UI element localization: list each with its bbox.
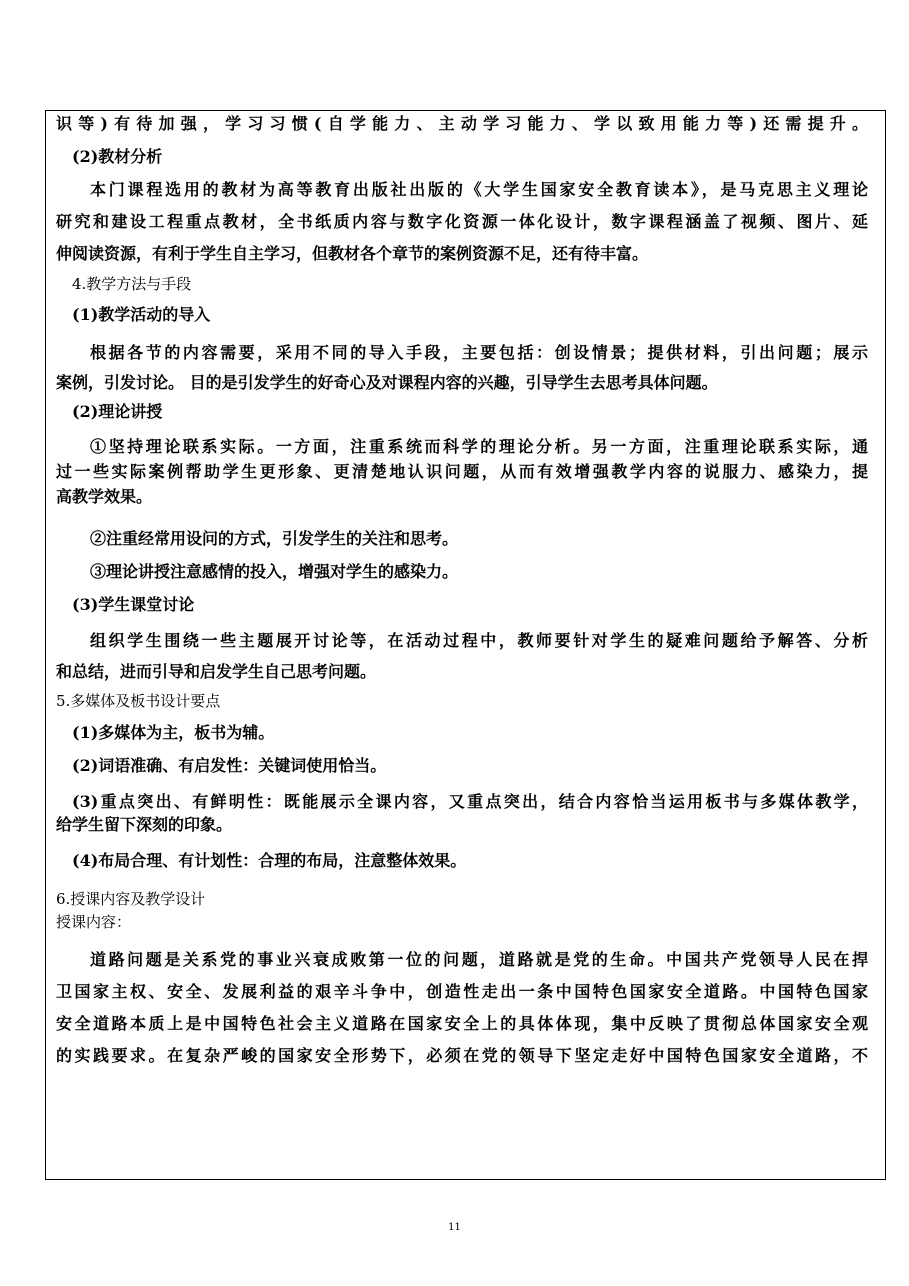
text-line: ①坚持理论联系实际。一方面，注重系统而科学的理论分析。另一方面，注重理论联系实际，通 bbox=[90, 437, 868, 456]
section-heading: (3)学生课堂讨论 bbox=[72, 595, 195, 614]
section-heading: (1)教学活动的导入 bbox=[72, 305, 211, 324]
text-line: 根据各节的内容需要，采用不同的导入手段，主要包括：创设情景；提供材料，引出问题；展示 bbox=[90, 343, 868, 362]
text-line: ②注重经常用设问的方式，引发学生的关注和思考。 bbox=[90, 529, 459, 548]
section-heading: 4.教学方法与手段 bbox=[72, 275, 192, 293]
section-heading: 5.多媒体及板书设计要点 bbox=[56, 692, 221, 710]
text-line: (3)重点突出、有鲜明性：既能展示全课内容，又重点突出，结合内容恰当运用板书与多媒体教学， bbox=[72, 792, 868, 811]
text-line: 安全道路本质上是中国特色社会主义道路在国家安全上的具体体现，集中反映了贯彻总体国家安全观 bbox=[56, 1014, 868, 1033]
text-line: 伸阅读资源，有利于学生自主学习，但教材各个章节的案例资源不足，还有待丰富。 bbox=[56, 244, 649, 263]
text-line: 案例，引发讨论。 目的是引发学生的好奇心及对课程内容的兴趣，引导学生去思考具体问题。 bbox=[56, 373, 718, 392]
text-line: 卫国家主权、安全、发展利益的艰辛斗争中，创造性走出一条中国特色国家安全道路。中国特色国家 bbox=[56, 982, 868, 1001]
text-line: ③理论讲授注意感情的投入，增强对学生的感染力。 bbox=[90, 562, 459, 581]
text-line: 的实践要求。在复杂严峻的国家安全形势下，必须在党的领导下坚定走好中国特色国家安全道路，不 bbox=[56, 1046, 868, 1065]
text-line: 道路问题是关系党的事业兴衰成败第一位的问题，道路就是党的生命。中国共产党领导人民在捍 bbox=[90, 950, 868, 969]
text-line: 给学生留下深刻的印象。 bbox=[56, 815, 233, 834]
text-line: 过一些实际案例帮助学生更形象、更清楚地认识问题，从而有效增强教学内容的说服力、感染力，提 bbox=[56, 462, 868, 481]
text-line: 组织学生围绕一些主题展开讨论等，在活动过程中，教师要针对学生的疑难问题给予解答、分析 bbox=[90, 631, 868, 650]
page-number: 11 bbox=[448, 1222, 461, 1233]
text-line: (4)布局合理、有计划性：合理的布局，注意整体效果。 bbox=[72, 851, 467, 870]
text-line: 识等)有待加强，学习习惯(自学能力、主动学习能力、学以致用能力等)还需提升。 bbox=[56, 114, 868, 133]
section-heading: (2)理论讲授 bbox=[72, 402, 163, 421]
section-heading: 6.授课内容及教学设计 bbox=[56, 890, 206, 908]
text-line: (2)词语准确、有启发性：关键词使用恰当。 bbox=[72, 756, 387, 775]
section-heading: (2)教材分析 bbox=[72, 147, 163, 166]
text-line: (1)多媒体为主，板书为辅。 bbox=[72, 723, 275, 742]
text-line: 高教学效果。 bbox=[56, 487, 153, 506]
text-line: 研究和建设工程重点教材，全书纸质内容与数字化资源一体化设计，数字课程涵盖了视频、图片、延 bbox=[56, 212, 868, 231]
text-line: 本门课程选用的教材为高等教育出版社出版的《大学生国家安全教育读本》，是马克思主义理论 bbox=[90, 180, 868, 199]
section-heading: 授课内容： bbox=[56, 913, 132, 931]
text-line: 和总结，进而引导和启发学生自己思考问题。 bbox=[56, 662, 377, 681]
